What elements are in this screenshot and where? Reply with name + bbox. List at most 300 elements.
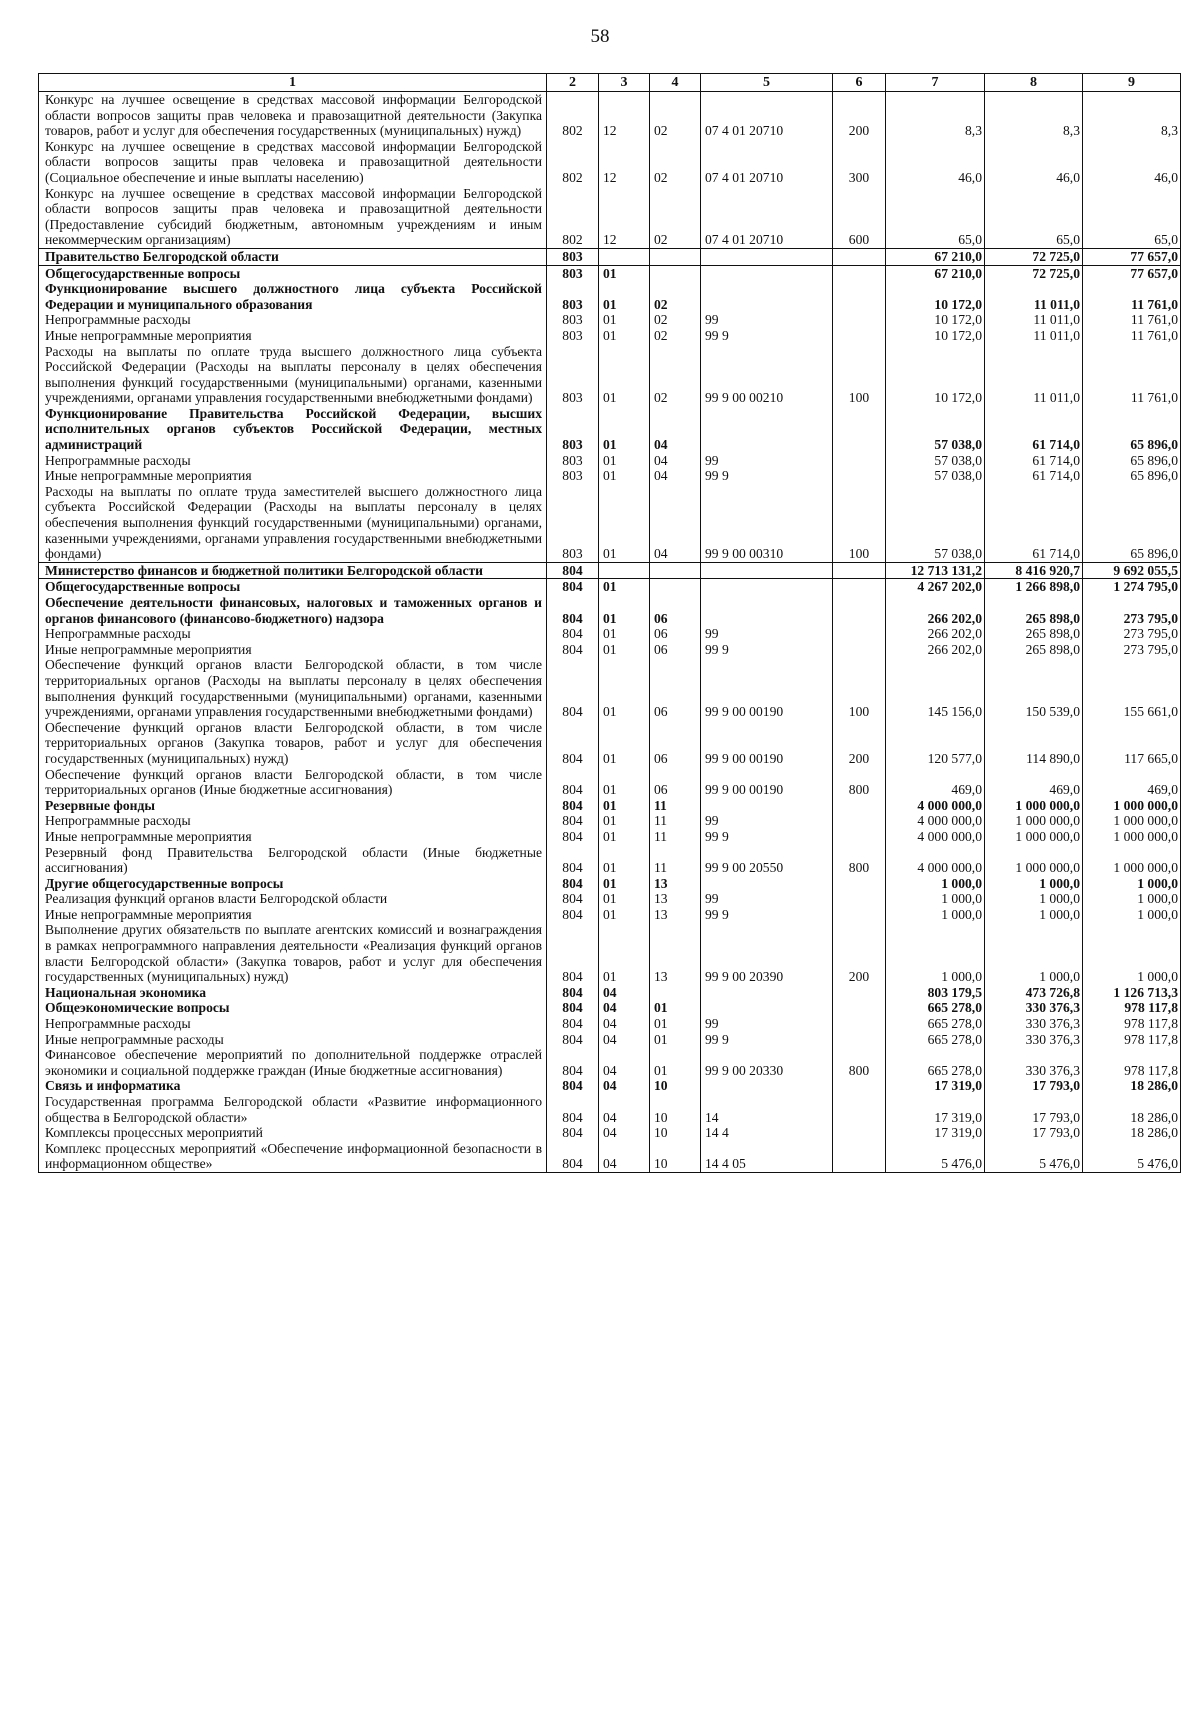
column-header: 6: [833, 74, 886, 92]
table-row: [39, 876, 1181, 892]
section-code: 01: [599, 406, 650, 453]
section-code: 01: [599, 922, 650, 984]
chapter-code: 804: [547, 1047, 599, 1078]
amount-year-2: 1 000,0: [985, 907, 1083, 923]
expense-type-code: [833, 813, 886, 829]
chapter-code: 803: [547, 265, 599, 281]
chapter-code: 804: [547, 876, 599, 892]
target-article-code: 99 9 00 00310: [701, 484, 833, 562]
target-article-code: 99 9 00 20550: [701, 845, 833, 876]
row-description: Иные непрограммные расходы: [39, 1032, 547, 1048]
expense-type-code: 200: [833, 922, 886, 984]
amount-year-2: 5 476,0: [985, 1141, 1083, 1173]
row-description: Реализация функций органов власти Белгородской области: [39, 891, 547, 907]
section-code: 01: [599, 798, 650, 814]
subsection-code: [650, 265, 701, 281]
chapter-code: 803: [547, 248, 599, 265]
subsection-code: 06: [650, 626, 701, 642]
target-article-code: 99 9 00 00190: [701, 767, 833, 798]
chapter-code: 802: [547, 92, 599, 139]
amount-year-3: 1 000,0: [1083, 891, 1181, 907]
target-article-code: [701, 1078, 833, 1094]
amount-year-2: 11 011,0: [985, 328, 1083, 344]
row-description: Иные непрограммные мероприятия: [39, 468, 547, 484]
subsection-code: 11: [650, 798, 701, 814]
target-article-code: [701, 579, 833, 595]
expense-type-code: [833, 595, 886, 626]
section-code: 04: [599, 1141, 650, 1173]
amount-year-2: 265 898,0: [985, 642, 1083, 658]
expense-type-code: [833, 829, 886, 845]
subsection-code: 04: [650, 484, 701, 562]
amount-year-1: 266 202,0: [886, 642, 985, 658]
amount-year-2: 1 000 000,0: [985, 798, 1083, 814]
row-description: Резервный фонд Правительства Белгородской области (Иные бюджетные ассигнования): [39, 845, 547, 876]
amount-year-3: 155 661,0: [1083, 657, 1181, 719]
table-row: [39, 720, 1181, 767]
amount-year-3: 18 286,0: [1083, 1125, 1181, 1141]
amount-year-1: 8,3: [886, 92, 985, 139]
target-article-code: 99 9 00 00190: [701, 720, 833, 767]
column-header: 4: [650, 74, 701, 92]
amount-year-3: 9 692 055,5: [1083, 562, 1181, 579]
row-description: Национальная экономика: [39, 985, 547, 1001]
section-code: 01: [599, 891, 650, 907]
chapter-code: 804: [547, 579, 599, 595]
amount-year-2: 8 416 920,7: [985, 562, 1083, 579]
amount-year-1: 10 172,0: [886, 328, 985, 344]
subsection-code: 11: [650, 845, 701, 876]
amount-year-1: 1 000,0: [886, 922, 985, 984]
subsection-code: 06: [650, 720, 701, 767]
target-article-code: 99: [701, 813, 833, 829]
expense-type-code: [833, 265, 886, 281]
table-row: [39, 186, 1181, 249]
table-row: [39, 626, 1181, 642]
target-article-code: 99 9 00 00210: [701, 344, 833, 406]
row-description: Общегосударственные вопросы: [39, 579, 547, 595]
target-article-code: 99 9: [701, 829, 833, 845]
amount-year-1: 10 172,0: [886, 312, 985, 328]
expense-type-code: [833, 876, 886, 892]
table-row: [39, 1000, 1181, 1016]
subsection-code: 10: [650, 1094, 701, 1125]
amount-year-1: 4 000 000,0: [886, 813, 985, 829]
subsection-code: 11: [650, 829, 701, 845]
chapter-code: 804: [547, 642, 599, 658]
amount-year-2: 17 793,0: [985, 1078, 1083, 1094]
table-row: [39, 985, 1181, 1001]
amount-year-2: 114 890,0: [985, 720, 1083, 767]
row-description: Иные непрограммные мероприятия: [39, 829, 547, 845]
amount-year-2: 330 376,3: [985, 1000, 1083, 1016]
target-article-code: [701, 876, 833, 892]
subsection-code: [650, 985, 701, 1001]
amount-year-3: 18 286,0: [1083, 1078, 1181, 1094]
target-article-code: [701, 406, 833, 453]
amount-year-1: 57 038,0: [886, 406, 985, 453]
row-description: Министерство финансов и бюджетной политики Белгородской области: [39, 562, 547, 579]
amount-year-2: 61 714,0: [985, 406, 1083, 453]
section-code: 04: [599, 1047, 650, 1078]
amount-year-1: 12 713 131,2: [886, 562, 985, 579]
table-row: [39, 922, 1181, 984]
amount-year-3: 8,3: [1083, 92, 1181, 139]
amount-year-3: 978 117,8: [1083, 1016, 1181, 1032]
table-row: [39, 1047, 1181, 1078]
subsection-code: [650, 579, 701, 595]
subsection-code: 04: [650, 406, 701, 453]
chapter-code: 804: [547, 626, 599, 642]
subsection-code: 01: [650, 1047, 701, 1078]
row-description: Непрограммные расходы: [39, 1016, 547, 1032]
row-description: Непрограммные расходы: [39, 312, 547, 328]
table-row: [39, 562, 1181, 579]
chapter-code: 804: [547, 657, 599, 719]
amount-year-2: 265 898,0: [985, 626, 1083, 642]
amount-year-2: 65,0: [985, 186, 1083, 249]
expense-type-code: 800: [833, 767, 886, 798]
chapter-code: 804: [547, 1141, 599, 1173]
amount-year-1: 665 278,0: [886, 1000, 985, 1016]
amount-year-1: 665 278,0: [886, 1016, 985, 1032]
subsection-code: [650, 248, 701, 265]
amount-year-2: 330 376,3: [985, 1032, 1083, 1048]
amount-year-3: 1 000,0: [1083, 876, 1181, 892]
amount-year-3: 65 896,0: [1083, 453, 1181, 469]
subsection-code: 01: [650, 1016, 701, 1032]
target-article-code: 99 9 00 20330: [701, 1047, 833, 1078]
expense-type-code: [833, 1125, 886, 1141]
table-row: [39, 767, 1181, 798]
target-article-code: [701, 798, 833, 814]
row-description: Конкурс на лучшее освещение в средствах массовой информации Белгородской области вопросов защиты прав человека и правозащитной деятельности (Закупка товаров, работ и услуг для обеспечения государственных (муниципальных) нужд): [39, 92, 547, 139]
expense-type-code: [833, 562, 886, 579]
chapter-code: 804: [547, 798, 599, 814]
row-description: Общеэкономические вопросы: [39, 1000, 547, 1016]
row-description: Другие общегосударственные вопросы: [39, 876, 547, 892]
table-row: [39, 312, 1181, 328]
expense-type-code: [833, 891, 886, 907]
table-row: [39, 813, 1181, 829]
amount-year-1: 4 000 000,0: [886, 829, 985, 845]
amount-year-2: 150 539,0: [985, 657, 1083, 719]
chapter-code: 804: [547, 907, 599, 923]
amount-year-1: 57 038,0: [886, 468, 985, 484]
amount-year-2: 61 714,0: [985, 484, 1083, 562]
section-code: 04: [599, 1032, 650, 1048]
subsection-code: 10: [650, 1125, 701, 1141]
target-article-code: 14 4 05: [701, 1141, 833, 1173]
chapter-code: 804: [547, 1094, 599, 1125]
row-description: Функционирование высшего должностного лица субъекта Российской Федерации и муниципального образования: [39, 281, 547, 312]
target-article-code: 99: [701, 312, 833, 328]
target-article-code: 07 4 01 20710: [701, 186, 833, 249]
table-row: [39, 1141, 1181, 1173]
row-description: Резервные фонды: [39, 798, 547, 814]
amount-year-3: 117 665,0: [1083, 720, 1181, 767]
subsection-code: 10: [650, 1141, 701, 1173]
amount-year-2: 1 000 000,0: [985, 813, 1083, 829]
section-code: 01: [599, 829, 650, 845]
amount-year-1: 1 000,0: [886, 891, 985, 907]
amount-year-3: 1 000,0: [1083, 922, 1181, 984]
expense-type-code: [833, 453, 886, 469]
amount-year-1: 67 210,0: [886, 248, 985, 265]
amount-year-1: 469,0: [886, 767, 985, 798]
table-row: [39, 657, 1181, 719]
chapter-code: 804: [547, 829, 599, 845]
subsection-code: 06: [650, 595, 701, 626]
row-description: Общегосударственные вопросы: [39, 265, 547, 281]
table-body: [39, 92, 1181, 1173]
row-description: Иные непрограммные мероприятия: [39, 642, 547, 658]
table-row: [39, 1032, 1181, 1048]
subsection-code: 13: [650, 907, 701, 923]
amount-year-3: 469,0: [1083, 767, 1181, 798]
amount-year-2: 265 898,0: [985, 595, 1083, 626]
table-row: [39, 453, 1181, 469]
amount-year-1: 4 000 000,0: [886, 798, 985, 814]
table-row: [39, 406, 1181, 453]
target-article-code: 99 9: [701, 1032, 833, 1048]
subsection-code: 13: [650, 876, 701, 892]
amount-year-2: 61 714,0: [985, 468, 1083, 484]
expense-type-code: 100: [833, 484, 886, 562]
amount-year-2: 11 011,0: [985, 312, 1083, 328]
section-code: 01: [599, 265, 650, 281]
column-header: 5: [701, 74, 833, 92]
amount-year-2: 72 725,0: [985, 265, 1083, 281]
row-description: Конкурс на лучшее освещение в средствах массовой информации Белгородской области вопросов защиты прав человека и правозащитной деятельности (Социальное обеспечение и иные выплаты населению): [39, 139, 547, 186]
column-header: 3: [599, 74, 650, 92]
table-row: [39, 845, 1181, 876]
amount-year-2: 1 000,0: [985, 891, 1083, 907]
table-row: [39, 344, 1181, 406]
amount-year-1: 266 202,0: [886, 595, 985, 626]
expense-type-code: [833, 468, 886, 484]
amount-year-1: 1 000,0: [886, 876, 985, 892]
column-header: 7: [886, 74, 985, 92]
expense-type-code: 100: [833, 344, 886, 406]
expense-type-code: [833, 985, 886, 1001]
row-description: Функционирование Правительства Российской Федерации, высших исполнительных органов субъектов Российской Федерации, местных администраций: [39, 406, 547, 453]
amount-year-3: 1 274 795,0: [1083, 579, 1181, 595]
chapter-code: 802: [547, 186, 599, 249]
expense-type-code: [833, 1078, 886, 1094]
target-article-code: [701, 595, 833, 626]
row-description: Обеспечение деятельности финансовых, налоговых и таможенных органов и органов финансового (финансово-бюджетного) надзора: [39, 595, 547, 626]
section-code: 04: [599, 1078, 650, 1094]
amount-year-1: 145 156,0: [886, 657, 985, 719]
row-description: Непрограммные расходы: [39, 453, 547, 469]
table-row: [39, 92, 1181, 139]
expense-type-code: [833, 626, 886, 642]
expense-type-code: 800: [833, 1047, 886, 1078]
row-description: Комплексы процессных мероприятий: [39, 1125, 547, 1141]
chapter-code: 804: [547, 1016, 599, 1032]
amount-year-1: 665 278,0: [886, 1032, 985, 1048]
table-row: [39, 1078, 1181, 1094]
table-row: [39, 281, 1181, 312]
subsection-code: 02: [650, 344, 701, 406]
amount-year-1: 46,0: [886, 139, 985, 186]
section-code: 01: [599, 453, 650, 469]
target-article-code: 99: [701, 453, 833, 469]
section-code: 01: [599, 642, 650, 658]
section-code: 01: [599, 595, 650, 626]
row-description: Выполнение других обязательств по выплате агентских комиссий и вознаграждения в рамках непрограммного направления деятельности «Реализация функций органов власти Белгородской области» (Закупка товаров, работ и услуг для обеспечения государственных (муниципальных) нужд): [39, 922, 547, 984]
budget-table: [38, 73, 1181, 1173]
subsection-code: 06: [650, 657, 701, 719]
table-row: [39, 328, 1181, 344]
table-row: [39, 579, 1181, 595]
target-article-code: 99 9: [701, 642, 833, 658]
amount-year-3: 1 126 713,3: [1083, 985, 1181, 1001]
amount-year-1: 57 038,0: [886, 453, 985, 469]
section-code: 01: [599, 579, 650, 595]
section-code: 01: [599, 468, 650, 484]
chapter-code: 804: [547, 767, 599, 798]
row-description: Финансовое обеспечение мероприятий по дополнительной поддержке отраслей экономики и социальной поддержке граждан (Иные бюджетные ассигнования): [39, 1047, 547, 1078]
amount-year-2: 46,0: [985, 139, 1083, 186]
section-code: 01: [599, 907, 650, 923]
subsection-code: 10: [650, 1078, 701, 1094]
amount-year-1: 67 210,0: [886, 265, 985, 281]
table-row: [39, 1125, 1181, 1141]
table-row: [39, 248, 1181, 265]
amount-year-2: 469,0: [985, 767, 1083, 798]
chapter-code: 804: [547, 813, 599, 829]
expense-type-code: [833, 1141, 886, 1173]
amount-year-3: 65 896,0: [1083, 484, 1181, 562]
row-description: Комплекс процессных мероприятий «Обеспечение информационной безопасности в информационном обществе»: [39, 1141, 547, 1173]
section-code: 01: [599, 767, 650, 798]
expense-type-code: [833, 1016, 886, 1032]
row-description: Конкурс на лучшее освещение в средствах массовой информации Белгородской области вопросов защиты прав человека и правозащитной деятельности (Предоставление субсидий бюджетным, автономным учреждениям и иным некоммерческим организациям): [39, 186, 547, 249]
table-row: [39, 468, 1181, 484]
amount-year-3: 273 795,0: [1083, 642, 1181, 658]
amount-year-1: 17 319,0: [886, 1094, 985, 1125]
table-row: [39, 798, 1181, 814]
row-description: Иные непрограммные мероприятия: [39, 328, 547, 344]
section-code: 01: [599, 813, 650, 829]
target-article-code: [701, 1000, 833, 1016]
expense-type-code: 800: [833, 845, 886, 876]
amount-year-2: 8,3: [985, 92, 1083, 139]
table-row: [39, 829, 1181, 845]
expense-type-code: 600: [833, 186, 886, 249]
chapter-code: 804: [547, 562, 599, 579]
row-description: Непрограммные расходы: [39, 813, 547, 829]
amount-year-3: 65 896,0: [1083, 406, 1181, 453]
table-row: [39, 642, 1181, 658]
section-code: 04: [599, 1094, 650, 1125]
table-row: [39, 265, 1181, 281]
section-code: [599, 562, 650, 579]
page-number: 58: [590, 26, 610, 47]
amount-year-3: 18 286,0: [1083, 1094, 1181, 1125]
section-code: [599, 248, 650, 265]
row-description: Связь и информатика: [39, 1078, 547, 1094]
chapter-code: 803: [547, 406, 599, 453]
target-article-code: 07 4 01 20710: [701, 139, 833, 186]
row-description: Расходы на выплаты по оплате труда высшего должностного лица субъекта Российской Федерации (Расходы на выплаты персоналу в целях обеспечения выполнения функций государственными (муниципальными) органами, казенными учреждениями, органами управления государственными внебюджетными фондами): [39, 344, 547, 406]
subsection-code: 06: [650, 767, 701, 798]
table-row: [39, 1016, 1181, 1032]
section-code: 04: [599, 1016, 650, 1032]
chapter-code: 804: [547, 1000, 599, 1016]
column-header: 2: [547, 74, 599, 92]
chapter-code: 804: [547, 985, 599, 1001]
amount-year-3: 273 795,0: [1083, 626, 1181, 642]
target-article-code: [701, 265, 833, 281]
amount-year-2: 17 793,0: [985, 1094, 1083, 1125]
chapter-code: 804: [547, 1032, 599, 1048]
chapter-code: 803: [547, 484, 599, 562]
chapter-code: 803: [547, 281, 599, 312]
amount-year-1: 266 202,0: [886, 626, 985, 642]
amount-year-3: 1 000 000,0: [1083, 829, 1181, 845]
target-article-code: 99 9: [701, 328, 833, 344]
row-description: Обеспечение функций органов власти Белгородской области, в том числе территориальных органов (Иные бюджетные ассигнования): [39, 767, 547, 798]
chapter-code: 804: [547, 891, 599, 907]
expense-type-code: [833, 248, 886, 265]
target-article-code: 99 9: [701, 907, 833, 923]
column-header: 1: [39, 74, 547, 92]
amount-year-1: 1 000,0: [886, 907, 985, 923]
amount-year-1: 57 038,0: [886, 484, 985, 562]
amount-year-2: 61 714,0: [985, 453, 1083, 469]
section-code: 01: [599, 876, 650, 892]
amount-year-3: 1 000 000,0: [1083, 798, 1181, 814]
target-article-code: 99: [701, 626, 833, 642]
amount-year-3: 77 657,0: [1083, 248, 1181, 265]
row-description: Расходы на выплаты по оплате труда заместителей высшего должностного лица субъекта Российской Федерации (Расходы на выплаты персоналу в целях обеспечения выполнения функций государственными (муниципальными) органами, казенными учреждениями, органами управления государственными внебюджетными фондами): [39, 484, 547, 562]
expense-type-code: [833, 281, 886, 312]
subsection-code: 02: [650, 139, 701, 186]
amount-year-2: 1 000 000,0: [985, 845, 1083, 876]
subsection-code: 02: [650, 281, 701, 312]
section-code: 01: [599, 484, 650, 562]
expense-type-code: [833, 907, 886, 923]
row-description: Государственная программа Белгородской области «Развитие информационного общества в Белгородской области»: [39, 1094, 547, 1125]
amount-year-3: 978 117,8: [1083, 1000, 1181, 1016]
section-code: 01: [599, 312, 650, 328]
subsection-code: 01: [650, 1000, 701, 1016]
expense-type-code: 300: [833, 139, 886, 186]
chapter-code: 803: [547, 328, 599, 344]
amount-year-3: 1 000,0: [1083, 907, 1181, 923]
subsection-code: 13: [650, 922, 701, 984]
column-header: 9: [1083, 74, 1181, 92]
target-article-code: 14 4: [701, 1125, 833, 1141]
expense-type-code: [833, 642, 886, 658]
amount-year-1: 5 476,0: [886, 1141, 985, 1173]
amount-year-3: 273 795,0: [1083, 595, 1181, 626]
target-article-code: [701, 985, 833, 1001]
chapter-code: 803: [547, 453, 599, 469]
amount-year-3: 77 657,0: [1083, 265, 1181, 281]
subsection-code: 02: [650, 92, 701, 139]
amount-year-3: 5 476,0: [1083, 1141, 1181, 1173]
chapter-code: 803: [547, 344, 599, 406]
table-row: [39, 595, 1181, 626]
target-article-code: 99: [701, 1016, 833, 1032]
table-row: [39, 907, 1181, 923]
amount-year-1: 17 319,0: [886, 1125, 985, 1141]
chapter-code: 803: [547, 312, 599, 328]
